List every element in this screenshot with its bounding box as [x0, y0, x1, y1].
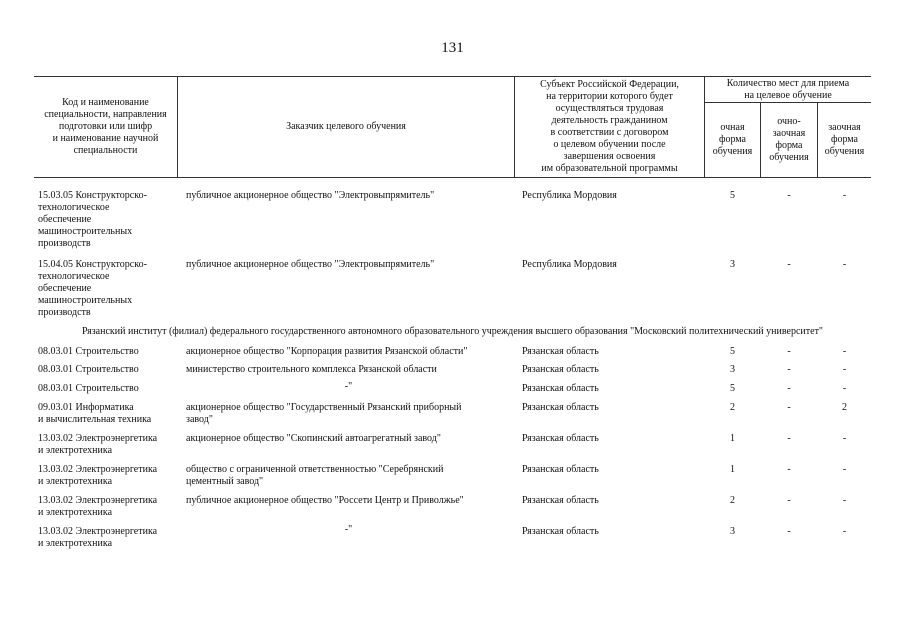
specialty-code: 13.03.02 Электроэнергетика и электротехника	[38, 464, 158, 487]
header-mixed: очно- заочная форма обучения	[769, 116, 809, 163]
places-mixed: -	[787, 526, 791, 537]
places-fulltime: 3	[730, 259, 735, 270]
places-fulltime: 3	[730, 526, 735, 537]
places-fulltime: 1	[730, 464, 735, 475]
places-fulltime: 5	[730, 190, 735, 201]
places-fulltime: 5	[730, 383, 735, 394]
header-places: Количество мест для приема на целевое обучение	[726, 77, 850, 101]
places-mixed: -	[787, 346, 791, 357]
region-name: Рязанская область	[522, 433, 599, 444]
specialty-code: 15.03.05 Конструкторско- технологическое обеспечение машиностроительных производств	[38, 190, 147, 249]
places-fulltime: 2	[730, 495, 735, 506]
specialty-code: 13.03.02 Электроэнергетика и электротехника	[38, 495, 158, 518]
places-fulltime: 3	[730, 364, 735, 375]
region-name: Рязанская область	[522, 526, 599, 537]
region-name: Рязанская область	[522, 346, 599, 357]
customer-name: публичное акционерное общество "Электровыпрямитель"	[186, 190, 435, 201]
places-distance: -	[842, 383, 847, 394]
region-name: Рязанская область	[522, 464, 599, 475]
customer-name: акционерное общество "Корпорация развития Рязанской области"	[186, 346, 468, 357]
places-distance: -	[842, 433, 847, 444]
customer-name: публичное акционерное общество "Электровыпрямитель"	[186, 259, 435, 270]
customer-name: акционерное общество "Скопинский автоагрегатный завод"	[186, 433, 441, 444]
customer-name: -"	[344, 381, 353, 392]
places-mixed: -	[787, 259, 791, 270]
region-name: Республика Мордовия	[522, 190, 617, 201]
institute-heading: Рязанский институт (филиал) федерального государственного автономного образовательного учреждения высшего образования "Московский политехнический университет"	[81, 326, 824, 337]
places-fulltime: 1	[730, 433, 735, 444]
places-fulltime: 2	[730, 402, 735, 413]
customer-name: акционерное общество "Государственный Рязанский приборный завод"	[186, 402, 462, 425]
specialty-code: 13.03.02 Электроэнергетика и электротехника	[38, 433, 158, 456]
places-mixed: -	[787, 190, 791, 201]
places-mixed: -	[787, 464, 791, 475]
page-number: 131	[441, 40, 464, 56]
region-name: Рязанская область	[522, 495, 599, 506]
places-mixed: -	[787, 383, 791, 394]
header-fulltime: очная форма обучения	[712, 122, 753, 157]
places-distance: -	[842, 259, 847, 270]
places-distance: 2	[842, 402, 847, 413]
places-fulltime: 5	[730, 346, 735, 357]
places-distance: -	[842, 464, 847, 475]
specialty-code: 13.03.02 Электроэнергетика и электротехника	[38, 526, 158, 549]
places-distance: -	[842, 190, 847, 201]
header-bottom-border	[34, 177, 871, 178]
places-distance: -	[842, 346, 847, 357]
region-name: Рязанская область	[522, 383, 599, 394]
header-code: Код и наименование специальности, направления подготовки или шифр и наименование научной специальности	[44, 97, 167, 156]
header-region: Субъект Российской Федерации, на территории которого будет осуществляться трудовая деятельность гражданином в соответствии с договором о целевом обучении после завершения освоения им образовательной программы	[540, 79, 679, 174]
places-mixed: -	[787, 495, 791, 506]
places-mixed: -	[787, 433, 791, 444]
specialty-code: 15.04.05 Конструкторско- технологическое обеспечение машиностроительных производств	[38, 259, 147, 318]
customer-name: публичное акционерное общество "Россети Центр и Приволжье"	[186, 495, 464, 506]
places-mixed: -	[787, 364, 791, 375]
places-distance: -	[842, 495, 847, 506]
specialty-code: 08.03.01 Строительство	[38, 364, 139, 375]
customer-name: общество с ограниченной ответственностью "Серебрянский цементный завод"	[186, 464, 444, 487]
customer-name: министерство строительного комплекса Рязанской области	[186, 364, 437, 375]
header-distance: заочная форма обучения	[824, 122, 865, 157]
region-name: Рязанская область	[522, 364, 599, 375]
header-customer: Заказчик целевого обучения	[286, 121, 406, 132]
region-name: Республика Мордовия	[522, 259, 617, 270]
specialty-code: 08.03.01 Строительство	[38, 383, 139, 394]
customer-name: -"	[344, 524, 353, 535]
places-distance: -	[842, 526, 847, 537]
places-mixed: -	[787, 402, 791, 413]
specialty-code: 09.03.01 Информатика и вычислительная техника	[38, 402, 152, 425]
region-name: Рязанская область	[522, 402, 599, 413]
places-distance: -	[842, 364, 847, 375]
specialty-code: 08.03.01 Строительство	[38, 346, 139, 357]
